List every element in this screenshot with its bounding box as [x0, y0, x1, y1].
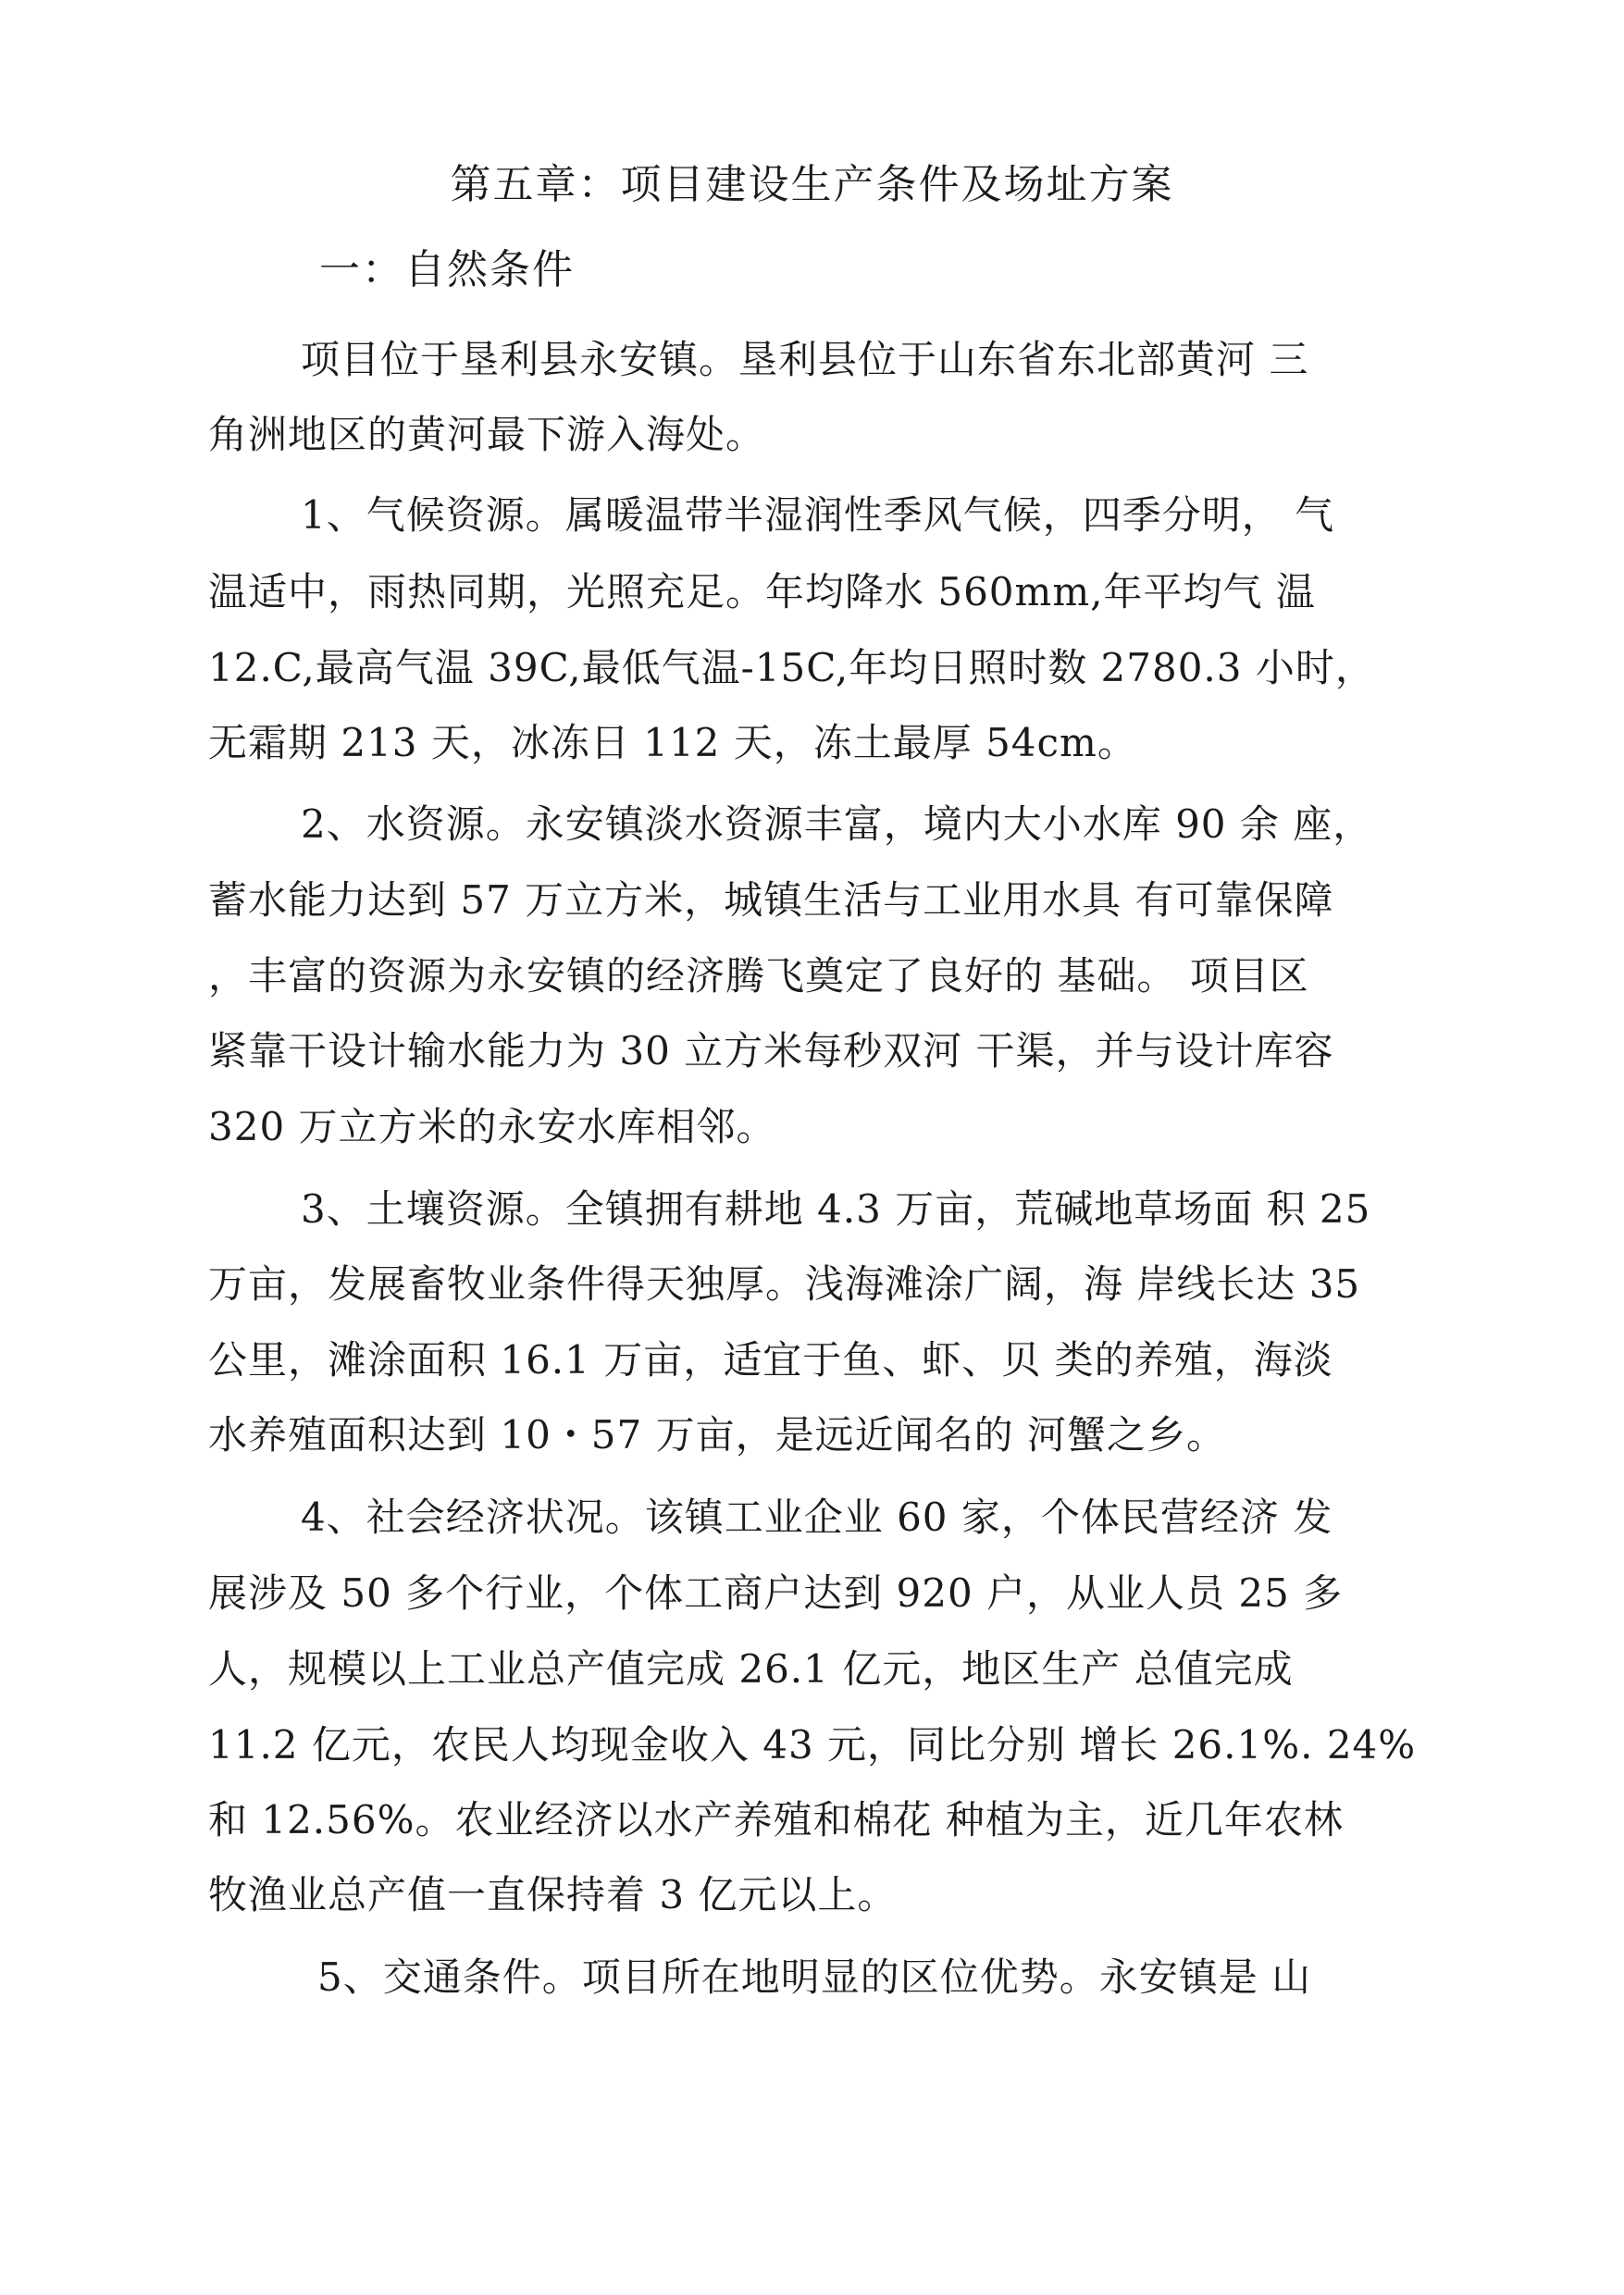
body-line: 紧靠干设计输水能力为 30 立方米每秒双河 干渠，并与设计库容	[208, 1028, 1334, 1073]
body-line: 3、土壤资源。全镇拥有耕地 4.3 万亩，荒碱地草场面 积 25	[301, 1186, 1371, 1232]
body-line: 2、水资源。永安镇淡水资源丰富，境内大小水库 90 余 座，	[301, 801, 1373, 847]
body-line: 4、社会经济状况。该镇工业企业 60 家，个体民营经济 发	[301, 1495, 1333, 1540]
body-line: 和 12.56%。农业经济以水产养殖和棉花 种植为主，近几年农林	[208, 1797, 1344, 1842]
body-line: 320 万立方米的永安水库相邻。	[208, 1104, 776, 1149]
body-line: 展涉及 50 多个行业，个体工商户达到 920 户，从业人员 25 多	[208, 1570, 1344, 1616]
body-line: 无霜期 213 天，冰冻日 112 天，冻土最厚 54cm。	[208, 720, 1137, 765]
body-line: ，丰富的资源为永安镇的经济腾飞奠定了良好的 基础。 项目区	[208, 953, 1309, 999]
body-line: 人，规模以上工业总产值完成 26.1 亿元，地区生产 总值完成	[208, 1646, 1294, 1692]
body-line: 角洲地区的黄河最下游入海处。	[208, 412, 766, 457]
body-line: 万亩，发展畜牧业条件得天独厚。浅海滩涂广阔，海 岸线长达 35	[208, 1261, 1361, 1307]
chapter-title: 第五章：项目建设生产条件及场址方案	[450, 161, 1174, 208]
body-line: 1、气候资源。属暖温带半湿润性季风气候，四季分明， 气	[301, 492, 1335, 538]
body-line: 蓄水能力达到 57 万立方米，城镇生活与工业用水具 有可靠保障	[208, 877, 1334, 923]
body-line: 11.2 亿元，农民人均现金收入 43 元，同比分别 增长 26.1%. 24%	[208, 1722, 1417, 1768]
body-line: 温适中，雨热同期，光照充足。年均降水 560mm,年平均气 温	[208, 569, 1316, 614]
section-heading: 一：自然条件	[319, 246, 575, 293]
body-line: 牧渔业总产值一直保持着 3 亿元以上。	[208, 1872, 898, 1917]
body-line: 水养殖面积达到 10・57 万亩，是远近闻名的 河蟹之乡。	[208, 1412, 1226, 1458]
body-line: 公里，滩涂面积 16.1 万亩，适宜于鱼、虾、贝 类的养殖，海淡	[208, 1337, 1333, 1383]
body-line: 12.C,最高气温 39C,最低气温-15C,年均日照时数 2780.3 小时，	[208, 645, 1375, 690]
body-line: 项目位于垦利县永安镇。垦利县位于山东省东北部黄河 三	[301, 337, 1309, 382]
body-line: 5、交通条件。项目所在地明显的区位优势。永安镇是 山	[317, 1954, 1312, 2000]
